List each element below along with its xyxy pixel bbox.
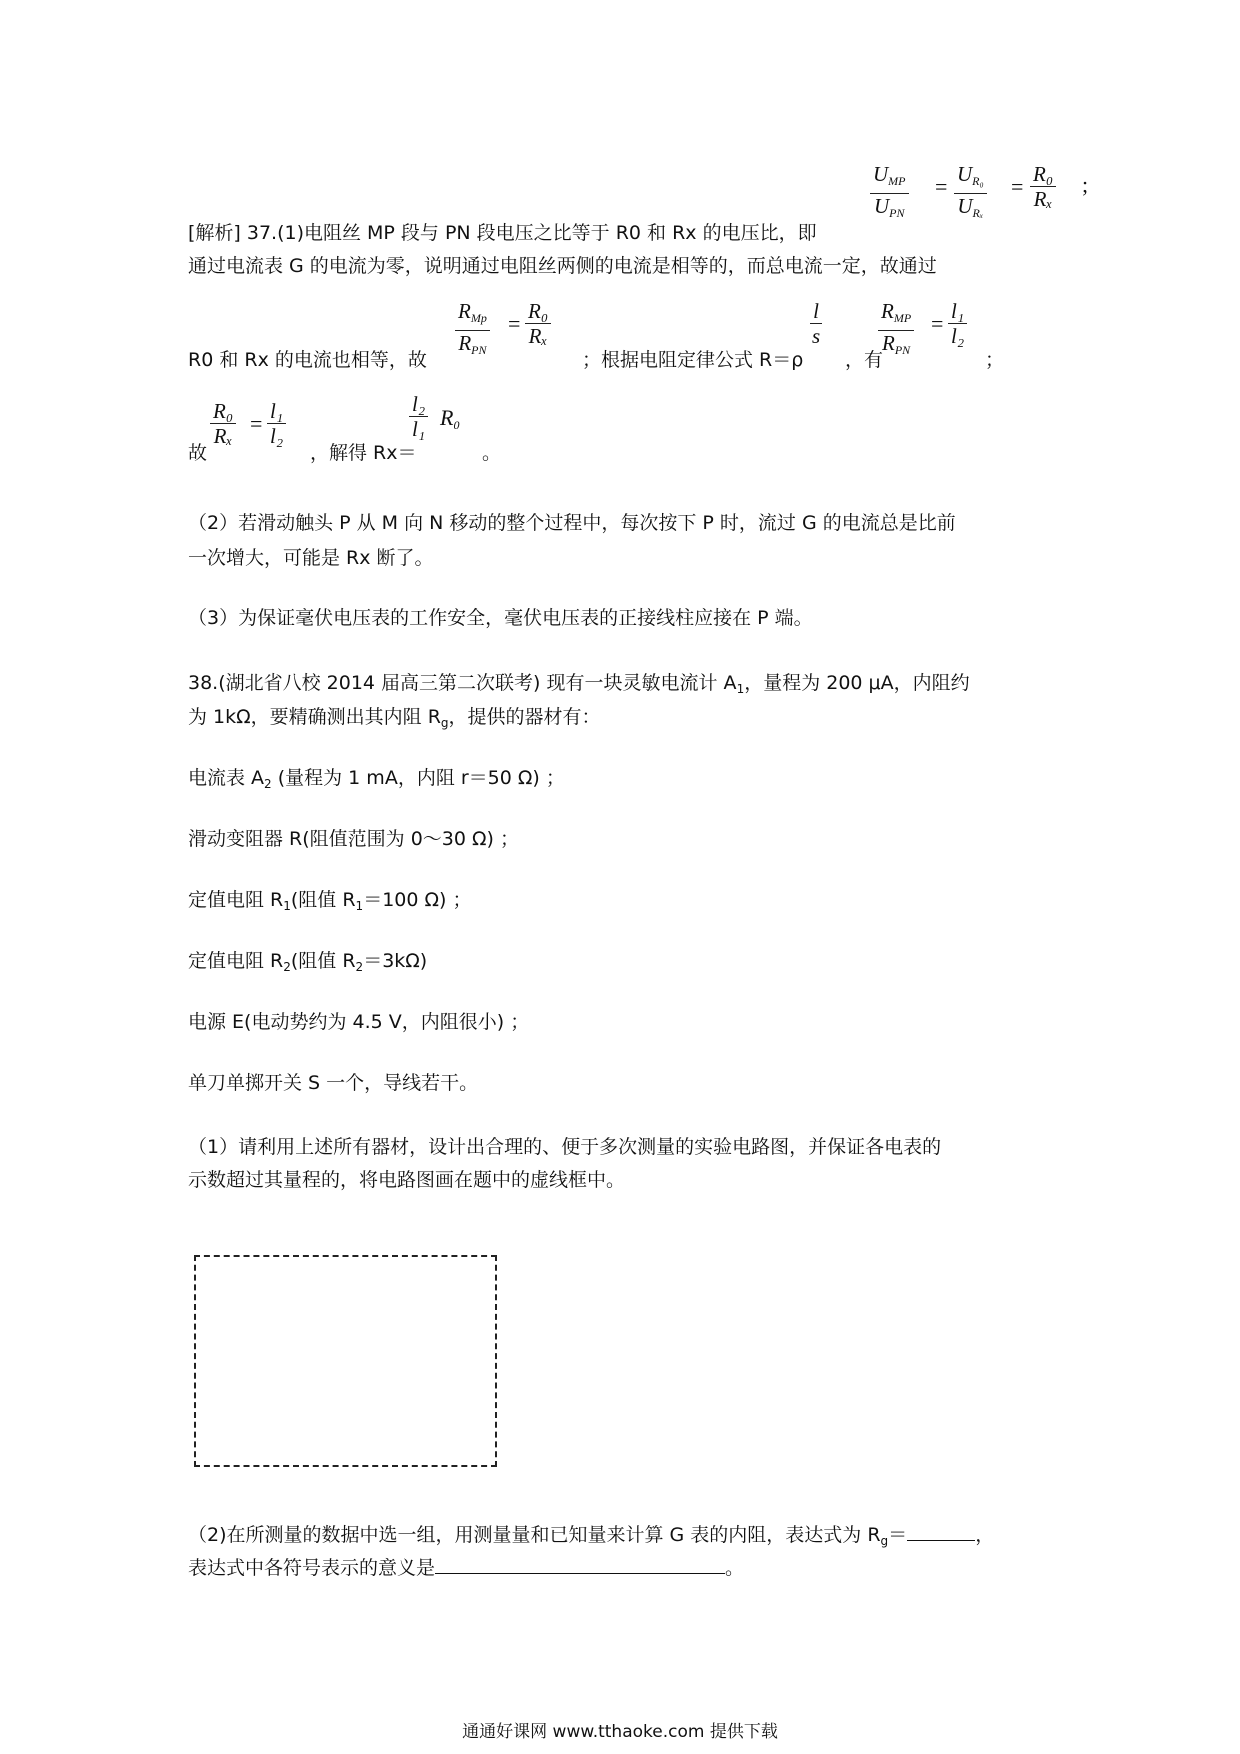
- equals-sign: =: [931, 311, 944, 336]
- fraction-ur0-urx: $U_{R_0}$ $U_{R_x}$: [954, 162, 987, 225]
- q38-intro-line1: 38.(湖北省八校 2014 届高三第二次联考) 现有一块灵敏电流计 $A_1$，量程为 200 μA，内阻约: [188, 672, 970, 696]
- fraction-l2-l1: $\frac{\text{l₂}}{\text{l₁}}$: [409, 392, 428, 441]
- analysis-line-3b: ；根据电阻定律公式 R＝ρ: [582, 349, 804, 371]
- q38-item-switch: 单刀单掷开关 S 一个，导线若干。: [188, 1072, 479, 1094]
- analysis-line-4c: 。: [482, 442, 502, 464]
- q38-item-rheostat: 滑动变阻器 R(阻值范围为 0～30 Ω) ；: [188, 828, 519, 850]
- analysis-part2-line1: （2）若滑动触头 P 从 M 向 N 移动的整个过程中，每次按下 P 时，流过 G 的电流总是比前: [188, 512, 956, 534]
- fraction-l1-l2-2: $\frac{\text{l₁}}{\text{l₂}}$: [267, 399, 286, 448]
- fraction-r0-rx: $\frac{\text{R₀}}{\text{Rₓ}}$: [1030, 162, 1056, 211]
- q38-intro-line2: 为 1kΩ，要精确测出其内阻 $R_g$，提供的器材有：: [188, 706, 601, 730]
- analysis-line-1: [解析] 37.(1)电阻丝 MP 段与 PN 段电压之比等于 R0 和 Rx 的电压比，即: [188, 222, 817, 244]
- analysis-line-3d: ；: [985, 349, 1005, 371]
- q38-item-source: 电源 E(电动势约为 4.5 V，内阻很小) ；: [188, 1011, 530, 1033]
- q38-sub2-line2: 表达式中各符号表示的意义是 。: [188, 1553, 744, 1581]
- semicolon: ;: [1082, 172, 1089, 197]
- analysis-line-4b: ，解得 Rx＝: [310, 442, 417, 464]
- r0-symbol: $R_0$: [440, 405, 460, 432]
- fraction-r0-rx: $\frac{\text{R₀}}{\text{Rₓ}}$: [525, 299, 551, 348]
- analysis-line-3a: R0 和 Rx 的电流也相等，故: [188, 349, 427, 371]
- q38-item-ammeter: 电流表 $A_2$ (量程为 1 mA，内阻 r＝50 Ω) ；: [188, 767, 565, 791]
- fraction-ump-upn: $U_{MP}$ $U_{PN}$: [870, 162, 909, 225]
- q38-item-r2: 定值电阻 $R_2$(阻值 $R_2=3k\Omega$): [188, 950, 428, 974]
- fraction-l1-l2: $\frac{\text{l₁}}{\text{l₂}}$: [948, 299, 967, 348]
- answer-blank-rg[interactable]: [907, 1520, 975, 1541]
- q38-sub1-line2: 示数超过其量程的，将电路图画在题中的虚线框中。: [188, 1169, 626, 1191]
- circuit-answer-box[interactable]: [194, 1255, 497, 1467]
- fraction-rmp-rpn-2: $R_{MP}$ $R_{PN}$: [878, 299, 914, 362]
- fraction-l-s: $\frac{l}{s}$: [812, 299, 821, 348]
- analysis-line-3c: ，有: [845, 349, 884, 371]
- analysis-line-2: 通过电流表 G 的电流为零，说明通过电阻丝两侧的电流是相等的，而总电流一定，故通过: [188, 255, 937, 277]
- analysis-part3: （3）为保证毫伏电压表的工作安全，毫伏电压表的正接线柱应接在 P 端。: [188, 607, 813, 629]
- equals-sign: =: [1011, 174, 1024, 199]
- equals-sign: =: [250, 411, 263, 436]
- q38-sub1-line1: （1）请利用上述所有器材，设计出合理的、便于多次测量的实验电路图，并保证各电表的: [188, 1136, 942, 1158]
- fraction-rmp-rpn: $R_{Mp}$ $R_{PN}$: [455, 299, 490, 362]
- analysis-line-4a: 故: [188, 442, 208, 464]
- fraction-r0-rx-2: $\frac{\text{R₀}}{\text{Rₓ}}$: [210, 399, 236, 448]
- q38-item-r1: 定值电阻 $R_1$(阻值 $R_1=100$ Ω) ；: [188, 889, 472, 913]
- equals-sign: =: [508, 311, 521, 336]
- q38-sub2-line1: （2)在所测量的数据中选一组，用测量量和已知量来计算 G 表的内阻，表达式为 $R_g=$ ，: [188, 1520, 994, 1554]
- answer-blank-meaning[interactable]: [435, 1553, 725, 1574]
- equals-sign: =: [935, 174, 948, 199]
- page-footer: 通通好课网 www.tthaoke.com 提供下载: [462, 1722, 778, 1742]
- analysis-part2-line2: 一次增大，可能是 Rx 断了。: [188, 547, 434, 569]
